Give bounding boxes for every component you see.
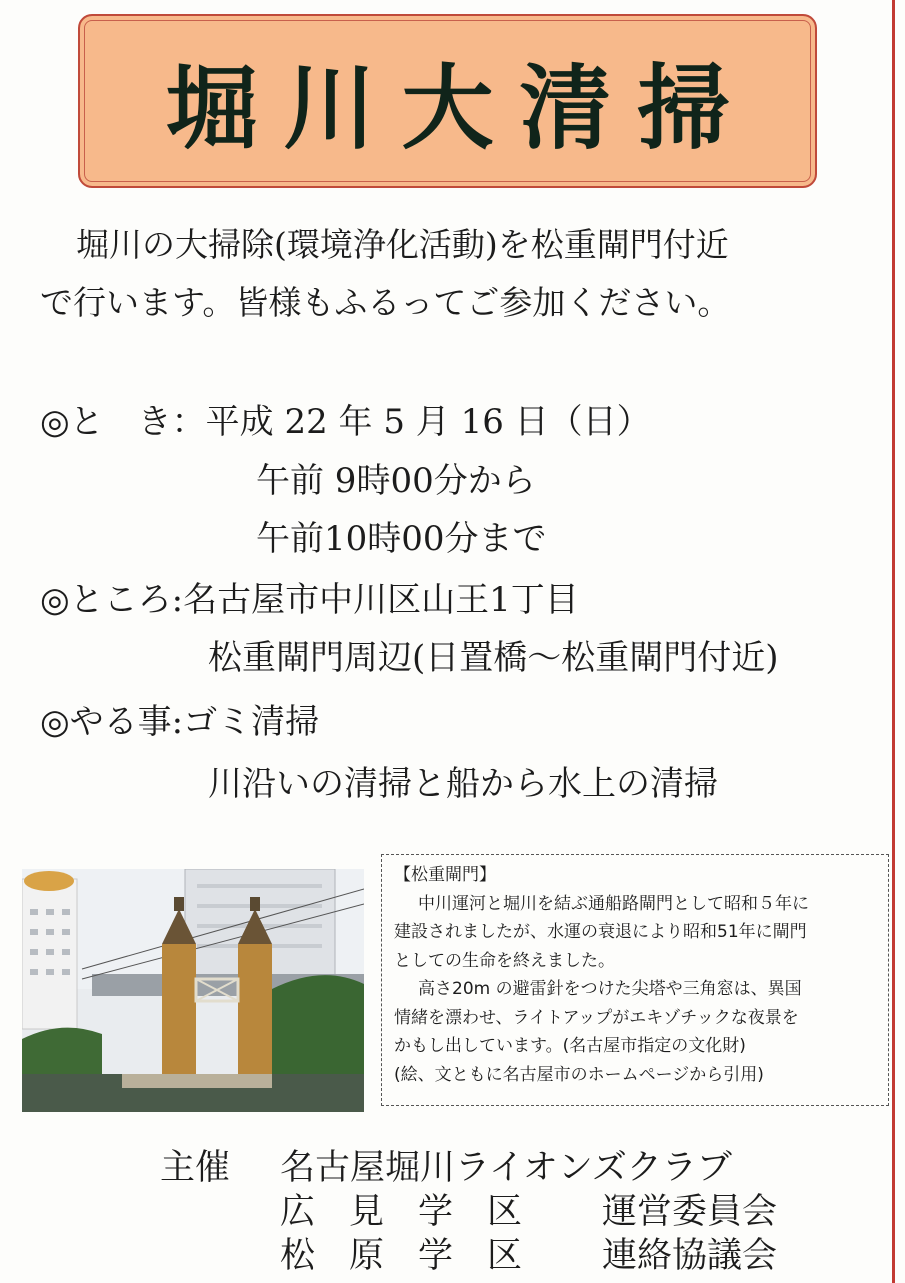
where-address: 名古屋市中川区山王1丁目: [183, 580, 579, 620]
what-main: ゴミ清掃: [183, 702, 320, 742]
info-text: としての生命を終えました。: [394, 950, 615, 971]
organizer-2-district: 広見学区: [280, 1192, 557, 1232]
intro-line-1: 堀川の大掃除(環境浄化活動)を松重閘門付近: [76, 225, 729, 264]
where-row: [40, 572, 579, 621]
when-date: 平成 22 年 5 月 16 日（日）: [205, 402, 651, 442]
what-detail: 川沿いの清掃と船から水上の清掃: [208, 764, 718, 804]
lock-gate-info-box: [381, 854, 889, 1106]
page-title: 堀川大清掃: [165, 55, 756, 162]
what-label: ◎やる事:: [40, 702, 184, 742]
where-label: ◎ところ:: [40, 580, 184, 620]
info-heading: 【松重閘門】: [394, 865, 496, 885]
organizer-3-group: 連絡協議会: [602, 1236, 778, 1276]
what-row: [40, 694, 319, 743]
where-detail: 松重閘門周辺(日置橋～松重閘門付近): [208, 638, 779, 678]
organizer-label: 主催: [160, 1148, 231, 1188]
info-text: 高さ20m の避雷針をつけた尖塔や三角窓は、異国: [418, 979, 802, 999]
lock-gate-photo: [22, 869, 364, 1112]
organizer-3-district: 松原学区: [280, 1236, 557, 1276]
organizer-2-group: 運営委員会: [602, 1192, 778, 1232]
organizer-1: 名古屋堀川ライオンズクラブ: [280, 1148, 732, 1188]
info-text: 中川運河と堀川を結ぶ通船路閘門として昭和５年に: [418, 893, 809, 914]
when-to: 午前10時00分まで: [256, 519, 547, 559]
when-from: 午前 9時00分から: [256, 461, 536, 501]
when-row: [40, 394, 651, 443]
intro-paragraph: [40, 216, 880, 332]
info-text: 情緒を漂わせ、ライトアップがエキゾチックな夜景を: [394, 1007, 799, 1028]
right-border-rule: [892, 0, 895, 1283]
intro-line-2: で行います。皆様もふるってご参加ください。: [40, 283, 731, 322]
when-label: ◎と き：: [40, 402, 206, 442]
info-source: (絵、文ともに名古屋市のホームページから引用): [394, 1064, 764, 1085]
info-text: 建設されましたが、水運の衰退により昭和51年に閘門: [394, 922, 807, 942]
info-text: かもし出しています。(名古屋市指定の文化財): [394, 1036, 746, 1056]
title-banner: [78, 14, 817, 188]
